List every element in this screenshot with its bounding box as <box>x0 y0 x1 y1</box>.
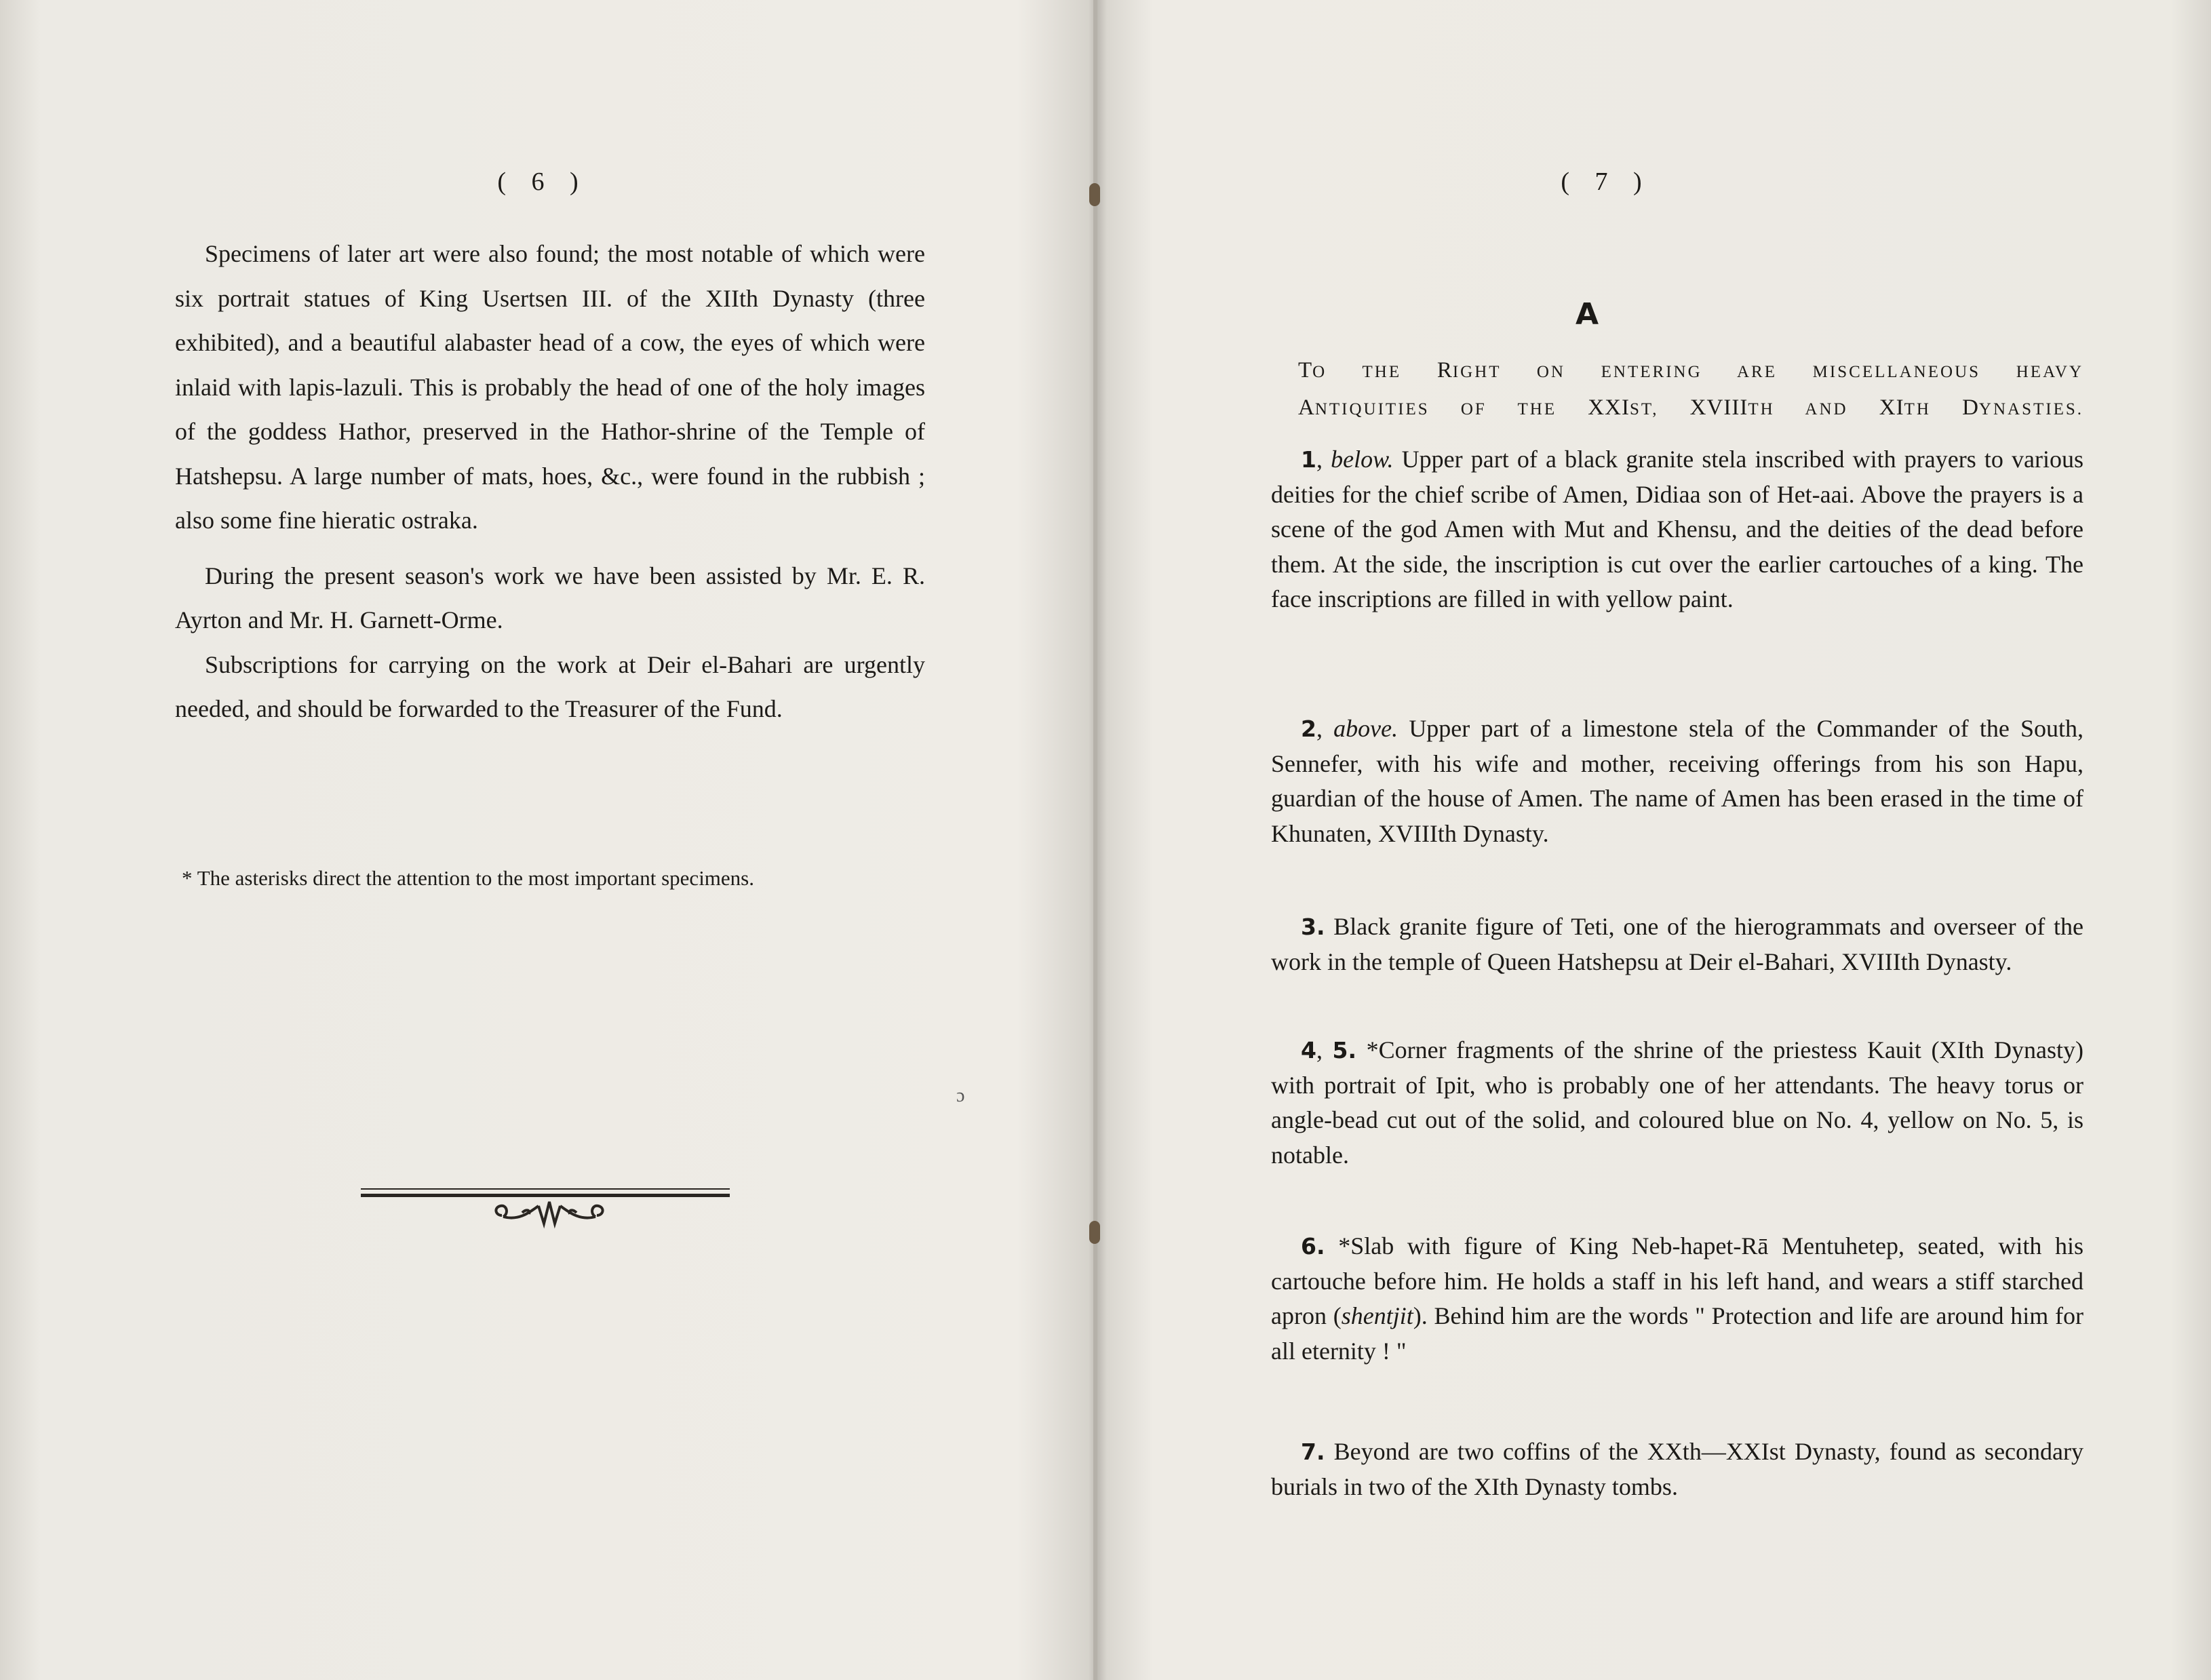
entry-number: 6. <box>1301 1233 1325 1259</box>
entry-number: 5. <box>1332 1037 1357 1063</box>
heading-smallcaps: NTIQUITIES OF THE <box>1314 400 1588 418</box>
catalogue-entry <box>1271 910 2083 979</box>
entry-text: Beyond are two coffins of the XXth—XXIst Dynasty, found as secondary burials in two of the XIth Dynasty tombs. <box>1271 1438 2083 1500</box>
entry-text: ). Behind him are the words " Protection and life are around him for all eternity ! " <box>1271 1302 2083 1365</box>
entry-number: 2 <box>1301 716 1316 742</box>
heading-cap: XVIII <box>1689 395 1748 420</box>
paragraph: During the present season's work we have been assisted by Mr. E. R. Ayrton and Mr. H. Garnett-Orme. <box>175 562 925 633</box>
heading-cap: A <box>1298 395 1315 420</box>
heading-smallcaps: TH <box>1904 400 1963 418</box>
catalogue-entry: 2, above. Upper part of a limestone stela of the Commander of the South, Sennefer, with his wife and mother, receiving offerings from his son Hapu, guardian of the house of Amen. The name of Amen has been erased in the time of Khunaten, XVIIIth Dynasty. <box>1271 715 2084 847</box>
section-heading <box>1298 353 2083 427</box>
stray-mark: ɔ <box>956 1085 965 1106</box>
heading-smallcaps: ST, <box>1629 400 1690 418</box>
entry-label: below. <box>1331 446 1394 473</box>
left-body-text <box>175 232 925 732</box>
heading-cap: T <box>1298 358 1313 383</box>
page-number: ( 7 ) <box>1561 168 1651 196</box>
page-number: ( 6 ) <box>497 168 588 196</box>
entry-number: 4 <box>1301 1037 1316 1063</box>
heading-smallcaps: O THE <box>1312 363 1437 381</box>
entry-text: *Slab with figure of King Neb-hapet-Rā Mentuhetep, seated, with his cartouche before him. He holds a staff in his left hand, and wears a stiff starched apron ( <box>1271 1232 2084 1330</box>
catalogue-entry: 4, 5. *Corner fragments of the shrine of the priestess Kauit (XIth Dynasty) with portrait of Ipit, who is probably one of her attendants. The heavy torus or angle-bead cut out of the solid, and coloured blue on No. 4, yellow on No. 5, is notable. <box>1271 1036 2084 1169</box>
entry-number: 1 <box>1301 446 1316 473</box>
heading-cap: XI <box>1879 395 1904 420</box>
entry-text: Upper part of a limestone stela of the Commander of the South, Sennefer, with his wife and mother, receiving offerings from his son Hapu, guardian of the house of Amen. The name of Amen has been erased in the time of Khunaten, XVIIIth Dynasty. <box>1271 715 2084 847</box>
heading-cap: XXI <box>1588 395 1630 420</box>
heading-smallcaps: YNASTIES. <box>1978 400 2083 418</box>
divider-rule <box>361 1188 730 1190</box>
heading-cap: R <box>1436 358 1453 383</box>
catalogue-entry: 1, below. Upper part of a black granite stela inscribed with prayers to various deities for the chief scribe of Amen, Didiaa son of Het-aai. Above the prayers is a scene of the god Amen with Mut and Khensu, and the deities of the dead before them. At the side, the inscription is cut over the earlier cartouches of a king. The face inscriptions are filled in with yellow paint. <box>1271 446 2083 613</box>
paragraph: Subscriptions for carrying on the work at Deir el-Bahari are urgently needed, and should be forwarded to the Treasurer of the Fund. <box>175 650 925 722</box>
entry-label: above. <box>1333 715 1398 742</box>
entry-text: *Corner fragments of the shrine of the priestess Kauit (XIth Dynasty) with portrait of Ipit, who is probably one of her attendants. The heavy torus or angle-bead cut out of the solid, and coloured blue on No. 4, yellow on No. 5, is notable. <box>1271 1036 2084 1169</box>
entry-number: 7. <box>1301 1439 1325 1465</box>
entry-italic: shentjit <box>1341 1302 1413 1330</box>
entry-number: 3. <box>1301 914 1325 940</box>
heading-smallcaps: IGHT ON ENTERING ARE MISCELLANEOUS HEAVY <box>1452 363 2084 381</box>
heading-smallcaps: TH AND <box>1748 400 1879 418</box>
catalogue-entry <box>1271 1229 2083 1369</box>
footnote-text: * The asterisks direct the attention to the most important specimens. <box>182 866 754 890</box>
footnote <box>175 861 925 895</box>
entry-text: Black granite figure of Teti, one of the hierogrammats and overseer of the work in the temple of Queen Hatshepsu at Deir el-Bahari, XVIIIth Dynasty. <box>1271 913 2084 975</box>
section-letter: A <box>1575 297 1599 332</box>
right-page <box>1097 0 2211 1680</box>
entry-text: Upper part of a black granite stela inscribed with prayers to various deities for the chief scribe of Amen, Didiaa son of Het-aai. Above the prayers is a scene of the god Amen with Mut and Khensu, and the deities of the dead before them. At the side, the inscription is cut over the earlier cartouches of a king. The face inscriptions are filled in with yellow paint. <box>1271 446 2083 613</box>
ornament-icon <box>488 1196 610 1229</box>
left-page <box>0 0 1093 1680</box>
catalogue-entry <box>1271 1434 2083 1504</box>
paragraph: Specimens of later art were also found; the most notable of which were six portrait statues of King Usertsen III. of the XIIth Dynasty (three exhibited), and a beautiful alabaster head of a cow, the eyes of which were inlaid with lapis-lazuli. This is probably the head of one of the holy images of the goddess Hathor, preserved in the Hathor-shrine of the Temple of Hatshepsu. A large number of mats, hoes, &c., were found in the rubbish ; also some fine hieratic ostraka. <box>175 240 925 534</box>
heading-cap: D <box>1962 395 1979 420</box>
